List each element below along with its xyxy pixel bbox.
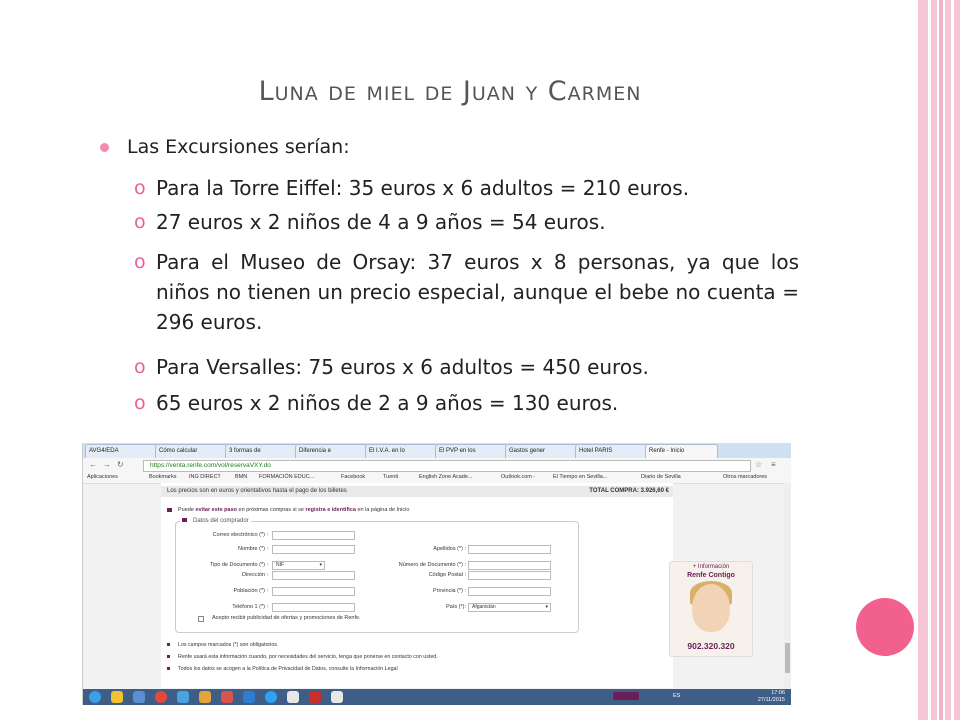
city-label: Población (*) : bbox=[233, 588, 268, 594]
postal-field[interactable] bbox=[468, 571, 551, 580]
ad-info-label: + Información bbox=[692, 564, 730, 570]
bookmark-item[interactable]: Tuenti bbox=[383, 474, 399, 480]
price-header bbox=[161, 486, 673, 497]
chrome-icon[interactable] bbox=[155, 691, 167, 703]
circle-bullet-icon: o bbox=[134, 392, 146, 414]
browser-screenshot bbox=[82, 443, 791, 705]
decor-stripe bbox=[954, 0, 960, 720]
sub-item-text: Para Versalles: 75 euros x 6 adultos = 450 euros. bbox=[156, 355, 649, 379]
browser-tab[interactable]: Hotel PARIS bbox=[575, 444, 648, 458]
renfe-contigo-ad[interactable] bbox=[669, 561, 753, 657]
agent-face bbox=[692, 584, 730, 632]
continue-button[interactable] bbox=[613, 692, 639, 700]
ie-icon[interactable] bbox=[177, 691, 189, 703]
circle-bullet-icon: o bbox=[134, 251, 146, 273]
city-field[interactable] bbox=[272, 587, 355, 596]
app-icon[interactable] bbox=[287, 691, 299, 703]
app-icon[interactable] bbox=[221, 691, 233, 703]
explorer-icon[interactable] bbox=[111, 691, 123, 703]
folder-icon[interactable] bbox=[199, 691, 211, 703]
bookmark-item[interactable]: Bookmarks bbox=[149, 474, 177, 480]
sub-item bbox=[134, 352, 799, 382]
price-note: Los precios son en euros y orientativos hasta el pago de los billetes bbox=[167, 488, 347, 494]
country-select[interactable]: Afganistán ▾ bbox=[468, 603, 551, 612]
bookmark-item[interactable]: Facebook bbox=[341, 474, 366, 480]
notice-link[interactable]: evitar este paso bbox=[195, 507, 238, 513]
publicity-checkbox[interactable] bbox=[198, 616, 204, 622]
browser-tab[interactable]: El PVP en los bbox=[435, 444, 508, 458]
bookmark-item[interactable]: ING DIRECT bbox=[189, 474, 221, 480]
sub-item bbox=[134, 173, 799, 203]
sub-item-text: Para la Torre Eiffel: 35 euros x 6 adultos = 210 euros. bbox=[156, 176, 690, 200]
surname-label: Apellidos (*) : bbox=[433, 546, 466, 552]
forward-icon[interactable]: → bbox=[103, 460, 111, 469]
purple-square-icon bbox=[167, 667, 170, 670]
bookmark-item[interactable]: Otros marcadores bbox=[723, 474, 768, 480]
footnote: Renfe usará esta información cuando, por necesidades del servicio, tenga que ponerse en contacto con usted. bbox=[167, 654, 438, 660]
language-indicator[interactable]: ES bbox=[673, 693, 681, 699]
email-label: Correo electrónico (*) : bbox=[212, 532, 268, 538]
decor-circle bbox=[856, 598, 914, 656]
docnum-label: Número de Documento (*) : bbox=[398, 562, 466, 568]
browser-tab[interactable]: El I.V.A. en lo bbox=[365, 444, 438, 458]
postal-label: Código Postal : bbox=[428, 572, 466, 578]
bookmark-item[interactable]: Aplicaciones bbox=[87, 474, 118, 480]
name-field[interactable] bbox=[272, 545, 355, 554]
scrollbar-thumb[interactable] bbox=[785, 643, 790, 673]
renfe-page bbox=[161, 483, 735, 688]
province-field[interactable] bbox=[468, 587, 551, 596]
surname-field[interactable] bbox=[468, 545, 551, 554]
scrollbar[interactable] bbox=[784, 483, 791, 688]
purple-square-icon bbox=[182, 518, 187, 522]
skype-icon[interactable] bbox=[265, 691, 277, 703]
ad-title: Renfe Contigo bbox=[687, 572, 735, 579]
address-bar bbox=[83, 458, 791, 473]
phone-field[interactable] bbox=[272, 603, 355, 612]
country-label: País (*): bbox=[446, 604, 466, 610]
tab-bar bbox=[83, 443, 791, 458]
buyer-form bbox=[175, 518, 579, 633]
publicity-label: Acepto recibir publicidad de ofertas y promociones de Renfe. bbox=[212, 615, 361, 621]
total-purchase: TOTAL COMPRA: 3.926,60 € bbox=[589, 488, 669, 494]
register-link[interactable]: registra e identifica bbox=[305, 507, 356, 513]
start-icon[interactable] bbox=[89, 691, 101, 703]
sub-item bbox=[134, 207, 799, 237]
bookmark-item[interactable]: El Tiempo en Sevilla... bbox=[553, 474, 608, 480]
browser-tab[interactable]: Diferencia e bbox=[295, 444, 368, 458]
slide-title: Luna de miel de Juan y Carmen bbox=[258, 76, 642, 107]
purple-square-icon bbox=[167, 508, 172, 512]
browser-tab[interactable]: Cómo calcular bbox=[155, 444, 228, 458]
browser-tab-active[interactable]: Renfe - Inicio bbox=[645, 444, 718, 458]
sub-item-text: 27 euros x 2 niños de 4 a 9 años = 54 euros. bbox=[156, 210, 606, 234]
browser-tab[interactable]: AVG4/EDA bbox=[85, 444, 158, 458]
ad-phone: 902.320.320 bbox=[687, 641, 735, 651]
province-label: Provincia (*) : bbox=[432, 588, 466, 594]
login-notice: Puede evitar este paso en próximas compras si se registra e identifica en la página de Inicio bbox=[167, 507, 409, 513]
star-icon[interactable]: ☆ bbox=[755, 460, 763, 469]
address-field[interactable] bbox=[272, 571, 355, 580]
phone-label: Teléfono 1 (*) : bbox=[232, 604, 268, 610]
circle-bullet-icon: o bbox=[134, 177, 146, 199]
back-icon[interactable]: ← bbox=[89, 460, 97, 469]
bookmark-item[interactable]: FORMACIÓN EDUC... bbox=[259, 474, 315, 480]
sub-item bbox=[134, 247, 799, 337]
bookmark-item[interactable]: BMN bbox=[235, 474, 248, 480]
browser-tab[interactable]: Gastos gener bbox=[505, 444, 578, 458]
word-icon[interactable] bbox=[243, 691, 255, 703]
bullet-text: Las Excursiones serían: bbox=[127, 136, 350, 158]
sub-item-text: 65 euros x 2 niños de 2 a 9 años = 130 euros. bbox=[156, 391, 619, 415]
system-clock[interactable] bbox=[758, 690, 785, 704]
taskbar bbox=[83, 689, 791, 705]
bookmark-item[interactable]: Diario de Sevilla bbox=[641, 474, 681, 480]
bookmark-item[interactable]: English Zone Acade... bbox=[419, 474, 473, 480]
circle-bullet-icon: o bbox=[134, 211, 146, 233]
docnum-field[interactable] bbox=[468, 561, 551, 570]
email-field[interactable] bbox=[272, 531, 355, 540]
powerpoint-icon[interactable] bbox=[309, 691, 321, 703]
bullet-dot-icon bbox=[100, 143, 109, 152]
browser-tab[interactable]: 3 formas de bbox=[225, 444, 298, 458]
app-icon[interactable] bbox=[331, 691, 343, 703]
url-input[interactable]: https://venta.renfe.com/vol/reservaVXY.do bbox=[143, 460, 751, 472]
bookmark-item[interactable]: Outlook.com - bbox=[501, 474, 536, 480]
doctype-select[interactable]: NIF ▾ bbox=[272, 561, 325, 570]
purple-square-icon bbox=[167, 643, 170, 646]
menu-icon[interactable]: ≡ bbox=[771, 460, 776, 469]
purple-square-icon bbox=[167, 655, 170, 658]
reload-icon[interactable]: ↻ bbox=[117, 460, 124, 469]
footnote: Los campos marcados (*) son obligatorios. bbox=[167, 642, 278, 648]
footnote: Todos los datos se acogen a la Política de Privacidad de Datos, consulte la Información Legal bbox=[167, 666, 398, 672]
doctype-label: Tipo de Documento (*) : bbox=[209, 562, 268, 568]
sub-item bbox=[134, 388, 799, 418]
clock-date: 27/11/2015 bbox=[757, 697, 785, 703]
form-header: Datos del comprador bbox=[180, 518, 251, 524]
circle-bullet-icon: o bbox=[134, 356, 146, 378]
decor-stripe bbox=[918, 0, 928, 720]
name-label: Nombre (*) : bbox=[238, 546, 268, 552]
clock-time: 17:06 bbox=[771, 690, 785, 696]
app-icon[interactable] bbox=[133, 691, 145, 703]
address-label: Dirección : bbox=[242, 572, 268, 578]
sub-item-text: Para el Museo de Orsay: 37 euros x 8 personas, ya que los niños no tienen un precio especial, aunque el bebe no cuenta = 296 euros. bbox=[156, 250, 799, 334]
